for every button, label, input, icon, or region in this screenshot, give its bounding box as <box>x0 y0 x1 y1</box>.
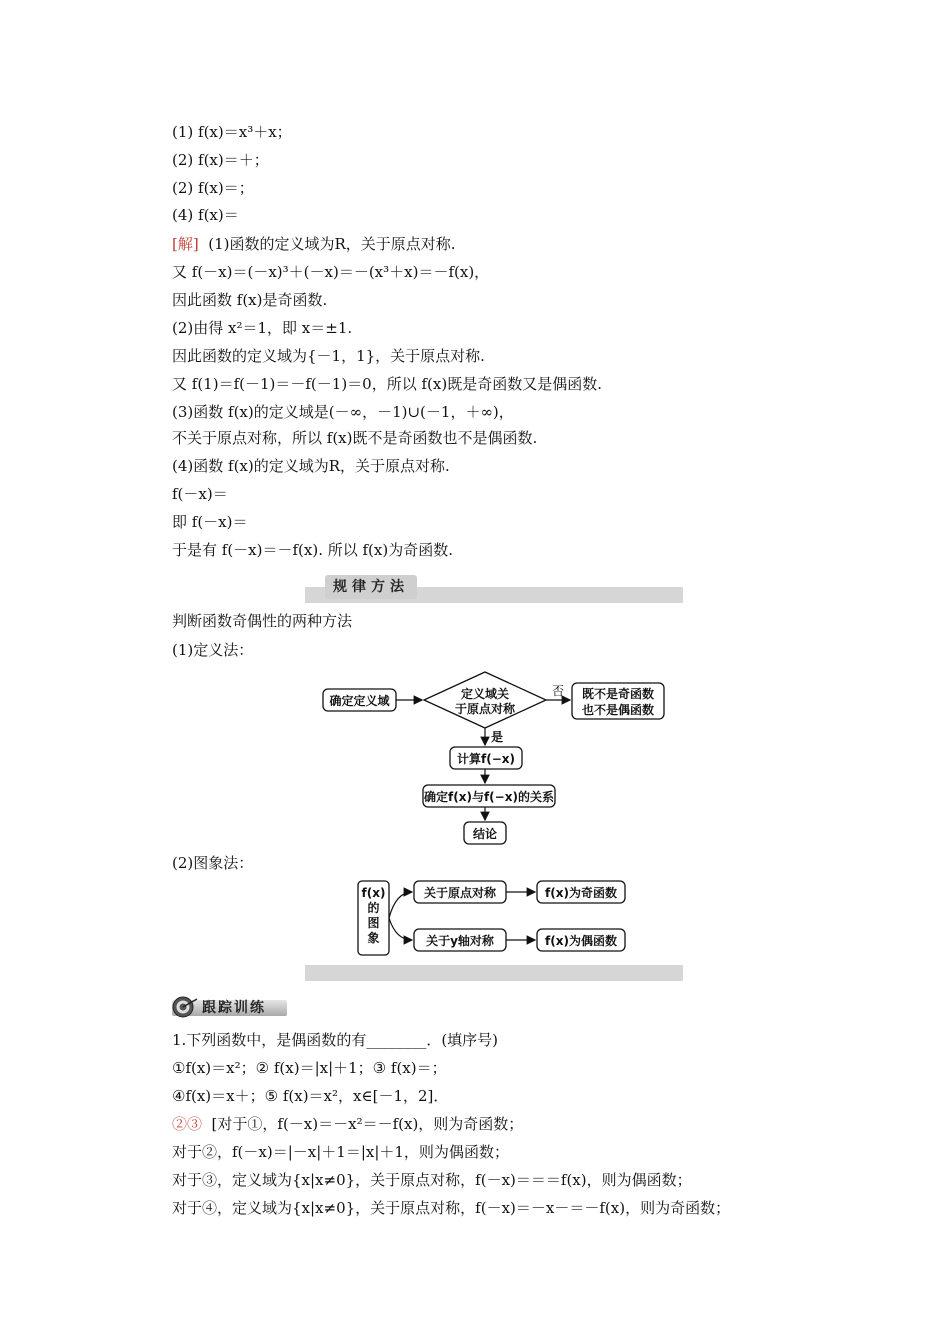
flow-no-label: 否 <box>551 684 565 698</box>
flow-relation-text: 确定f(x)与f(−x)的关系 <box>424 790 554 804</box>
exercise-options-2: ④f(x)＝x＋；⑤ f(x)＝x²，x∈[－1，2]． <box>172 1087 449 1105</box>
graph-source-char: 象 <box>367 931 380 945</box>
target-icon <box>172 996 198 1018</box>
solution-first-text: (1)函数的定义域为R，关于原点对称. <box>198 235 456 253</box>
graph-source-char: f(x) <box>361 886 386 900</box>
solution-line: f(－x)＝ <box>172 485 228 503</box>
graph-origin-text: 关于原点对称 <box>423 886 497 900</box>
graph-method-label: (2)图象法： <box>172 854 254 872</box>
definition-flowchart <box>315 665 675 850</box>
flow-start-text: 确定定义域 <box>329 694 390 708</box>
method-heading: 判断函数奇偶性的两种方法 <box>172 612 353 630</box>
solution-line: 又 f(－x)＝(－x)³＋(－x)＝－(x³＋x)＝－f(x)， <box>172 263 490 281</box>
tracking-header <box>172 996 287 1018</box>
flow-decision-line1: 定义域关 <box>460 687 510 701</box>
graph-source-char: 的 <box>367 901 380 915</box>
exercise-answer: ②③ <box>172 1115 203 1133</box>
flow-neither-line1: 既不是奇函数 <box>581 687 655 701</box>
exercise-explanation: 对于②，f(－x)＝|－x|＋1＝|x|＋1，则为偶函数； <box>172 1143 509 1161</box>
flow-compute-text: 计算f(−x) <box>457 752 515 766</box>
exercise-explanation: 对于③，定义域为{x|x≠0}，关于原点对称，f(－x)＝＝＝f(x)，则为偶函数； <box>172 1171 692 1189</box>
solution-line: (4)函数 f(x)的定义域为R，关于原点对称. <box>172 457 450 475</box>
definition-method-label: (1)定义法： <box>172 641 254 659</box>
problem-item-2: (2) f(x)＝＋； <box>172 151 269 169</box>
solution-line: (3)函数 f(x)的定义域是(－∞，－1)∪(－1，＋∞)， <box>172 403 514 421</box>
graph-source-char: 图 <box>367 916 380 930</box>
solution-line: 于是有 f(－x)＝－f(x). 所以 f(x)为奇函数. <box>172 541 453 559</box>
graph-yaxis-text: 关于y轴对称 <box>426 934 494 948</box>
problem-item-4: (4) f(x)＝ <box>172 206 239 224</box>
exercise-options-1: ①f(x)＝x²；② f(x)＝|x|＋1；③ f(x)＝； <box>172 1059 447 1077</box>
method-bottom-bar <box>305 965 683 981</box>
graph-flowchart <box>350 875 640 960</box>
exercise-answer-rest: [对于①，f(－x)＝－x²＝－f(x)，则为奇函数； <box>202 1115 524 1133</box>
solution-line: 又 f(1)＝f(－1)＝－f(－1)＝0，所以 f(x)既是奇函数又是偶函数. <box>172 375 602 393</box>
flow-yes-label: 是 <box>491 730 504 744</box>
flow-neither-line2: 也不是偶函数 <box>581 703 655 717</box>
solution-line: 因此函数的定义域为{－1，1}，关于原点对称. <box>172 347 485 365</box>
solution-first-line <box>172 234 456 254</box>
problem-item-1: (1) f(x)＝x³＋x； <box>172 123 292 141</box>
solution-line: 即 f(－x)＝ <box>172 513 248 531</box>
method-banner-title: 规律方法 <box>325 575 417 599</box>
flow-decision-line2: 于原点对称 <box>454 702 516 716</box>
problem-item-3: (2) f(x)＝； <box>172 179 254 197</box>
graph-even-text: f(x)为偶函数 <box>545 934 617 948</box>
exercise-answer-line <box>172 1114 523 1134</box>
solution-tag: [解] <box>172 235 199 253</box>
exercise-question: 1.下列函数中，是偶函数的有________．(填序号) <box>172 1031 499 1049</box>
exercise-explanation: 对于④，定义域为{x|x≠0}，关于原点对称，f(－x)＝－x－＝－f(x)，则为奇函数； <box>172 1199 731 1217</box>
tracking-title: 跟踪训练 <box>202 1000 266 1016</box>
solution-line: (2)由得 x²＝1，即 x＝±1. <box>172 319 353 337</box>
solution-line: 因此函数 f(x)是奇函数. <box>172 291 328 309</box>
solution-line: 不关于原点对称，所以 f(x)既不是奇函数也不是偶函数. <box>172 429 538 447</box>
graph-odd-text: f(x)为奇函数 <box>545 886 617 900</box>
flow-conclusion-text: 结论 <box>472 827 498 841</box>
